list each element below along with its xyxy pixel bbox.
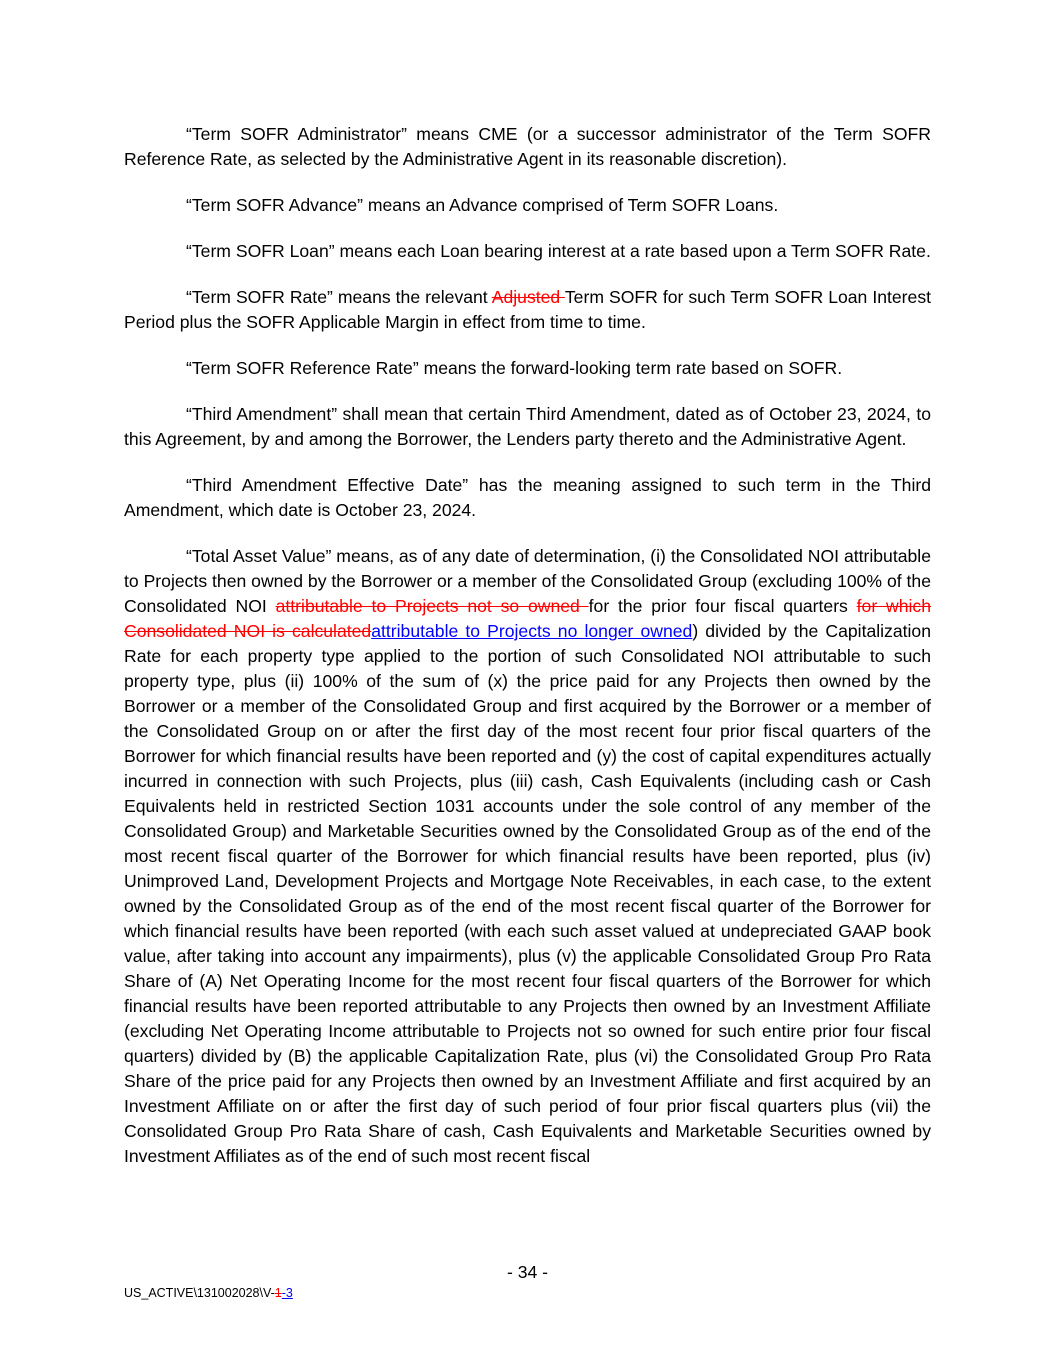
definition-term-sofr-rate bbox=[124, 285, 931, 335]
deleted-text: Adjusted bbox=[491, 287, 565, 307]
document-id-deleted-version: 1 bbox=[274, 1286, 282, 1300]
inserted-text: attributable to Projects no longer owned bbox=[371, 621, 693, 641]
definition-term-sofr-loan bbox=[124, 239, 931, 264]
document-id bbox=[124, 1286, 293, 1300]
definition-term-sofr-reference-rate bbox=[124, 356, 931, 381]
definition-text: “Total Asset Value” means, as of any date of determination, (i) the Consolidated NOI attributable to Projects then owned by the Borrower or a member of the Consolidated Group (excluding 100% of the Consolidated NOI bbox=[124, 546, 931, 616]
definition-text: “Term SOFR Advance” means an Advance comprised of Term SOFR Loans. bbox=[186, 195, 779, 215]
definition-text: ) divided by the Capitalization Rate for each property type applied to the portion of such Consolidated NOI attributable to such property type, plus (ii) 100% of the sum of (x) the price paid for any Projects then owned by the Borrower or a member of the Consolidated Group and first acquired by the Borrower or a member of the Consolidated Group on or after the first day of the most recent four prior fiscal quarters of the Borrower for which financial results have been reported and (y) the cost of capital expenditures actually incurred in connection with such Projects, plus (iii) cash, Cash Equivalents (including cash or Cash Equivalents held in restricted Section 1031 accounts under the sole control of any member of the Consolidated Group) and Marketable Securities owned by the Consolidated Group as of the end of the most recent fiscal quarter of the Borrower for which financial results have been reported, plus (iv) Unimproved Land, Development Projects and Mortgage Note Receivables, in each case, to the extent owned by the Consolidated Group as of the end of the most recent fiscal quarter of the Borrower for which financial results have been reported (with each such asset valued at undepreciated GAAP book value, after taking into account any impairments), plus (v) the applicable Consolidated Group Pro Rata Share of (A) Net Operating Income for the most recent four fiscal quarters of the Borrower for which financial results have been reported attributable to any Projects then owned by an Investment Affiliate (excluding Net Operating Income attributable to Projects not so owned for such entire prior four fiscal quarters) divided by (B) the applicable Capitalization Rate, plus (vi) the Consolidated Group Pro Rata Share of the price paid for any Projects then owned by an Investment Affiliate and first acquired by an Investment Affiliate on or after the first day of such period of four prior fiscal quarters plus (vii) the Consolidated Group Pro Rata Share of cash, Cash Equivalents and Marketable Securities owned by Investment Affiliates as of the end of such most recent fiscal bbox=[124, 621, 932, 1166]
document-body bbox=[124, 122, 931, 1169]
page-number: - 34 - bbox=[506, 1262, 549, 1282]
deleted-text: for which Consolidated NOI is calculated bbox=[124, 596, 931, 641]
definition-third-amendment-effective-date bbox=[124, 473, 931, 523]
definition-text: “Third Amendment Effective Date” has the meaning assigned to such term in the Third Amendment, which date is October 23, 2024. bbox=[124, 475, 931, 520]
document-id-prefix: US_ACTIVE\131002028\V- bbox=[124, 1286, 275, 1300]
document-id-inserted-version: -3 bbox=[281, 1286, 293, 1300]
deleted-text: attributable to Projects not so owned bbox=[275, 596, 589, 616]
definition-text: for the prior four fiscal quarters bbox=[588, 596, 857, 616]
definition-text: Term SOFR for such Term SOFR Loan Interest Period plus the SOFR Applicable Margin in effect from time to time. bbox=[124, 287, 931, 332]
definition-third-amendment bbox=[124, 402, 931, 452]
definition-term-sofr-advance bbox=[124, 193, 931, 218]
definition-total-asset-value bbox=[124, 544, 931, 1169]
definition-term-sofr-administrator bbox=[124, 122, 931, 172]
definition-text: “Term SOFR Administrator” means CME (or a successor administrator of the Term SOFR Reference Rate, as selected by the Administrative Agent in its reasonable discretion). bbox=[124, 124, 931, 169]
definition-text: “Term SOFR Loan” means each Loan bearing interest at a rate based upon a Term SOFR Rate. bbox=[186, 241, 931, 261]
definition-text: “Term SOFR Reference Rate” means the forward-looking term rate based on SOFR. bbox=[186, 358, 843, 378]
definition-text: “Third Amendment” shall mean that certain Third Amendment, dated as of October 23, 2024, to this Agreement, by and among the Borrower, the Lenders party thereto and the Administrative Agent. bbox=[124, 404, 931, 449]
definition-text: “Term SOFR Rate” means the relevant bbox=[186, 287, 492, 307]
